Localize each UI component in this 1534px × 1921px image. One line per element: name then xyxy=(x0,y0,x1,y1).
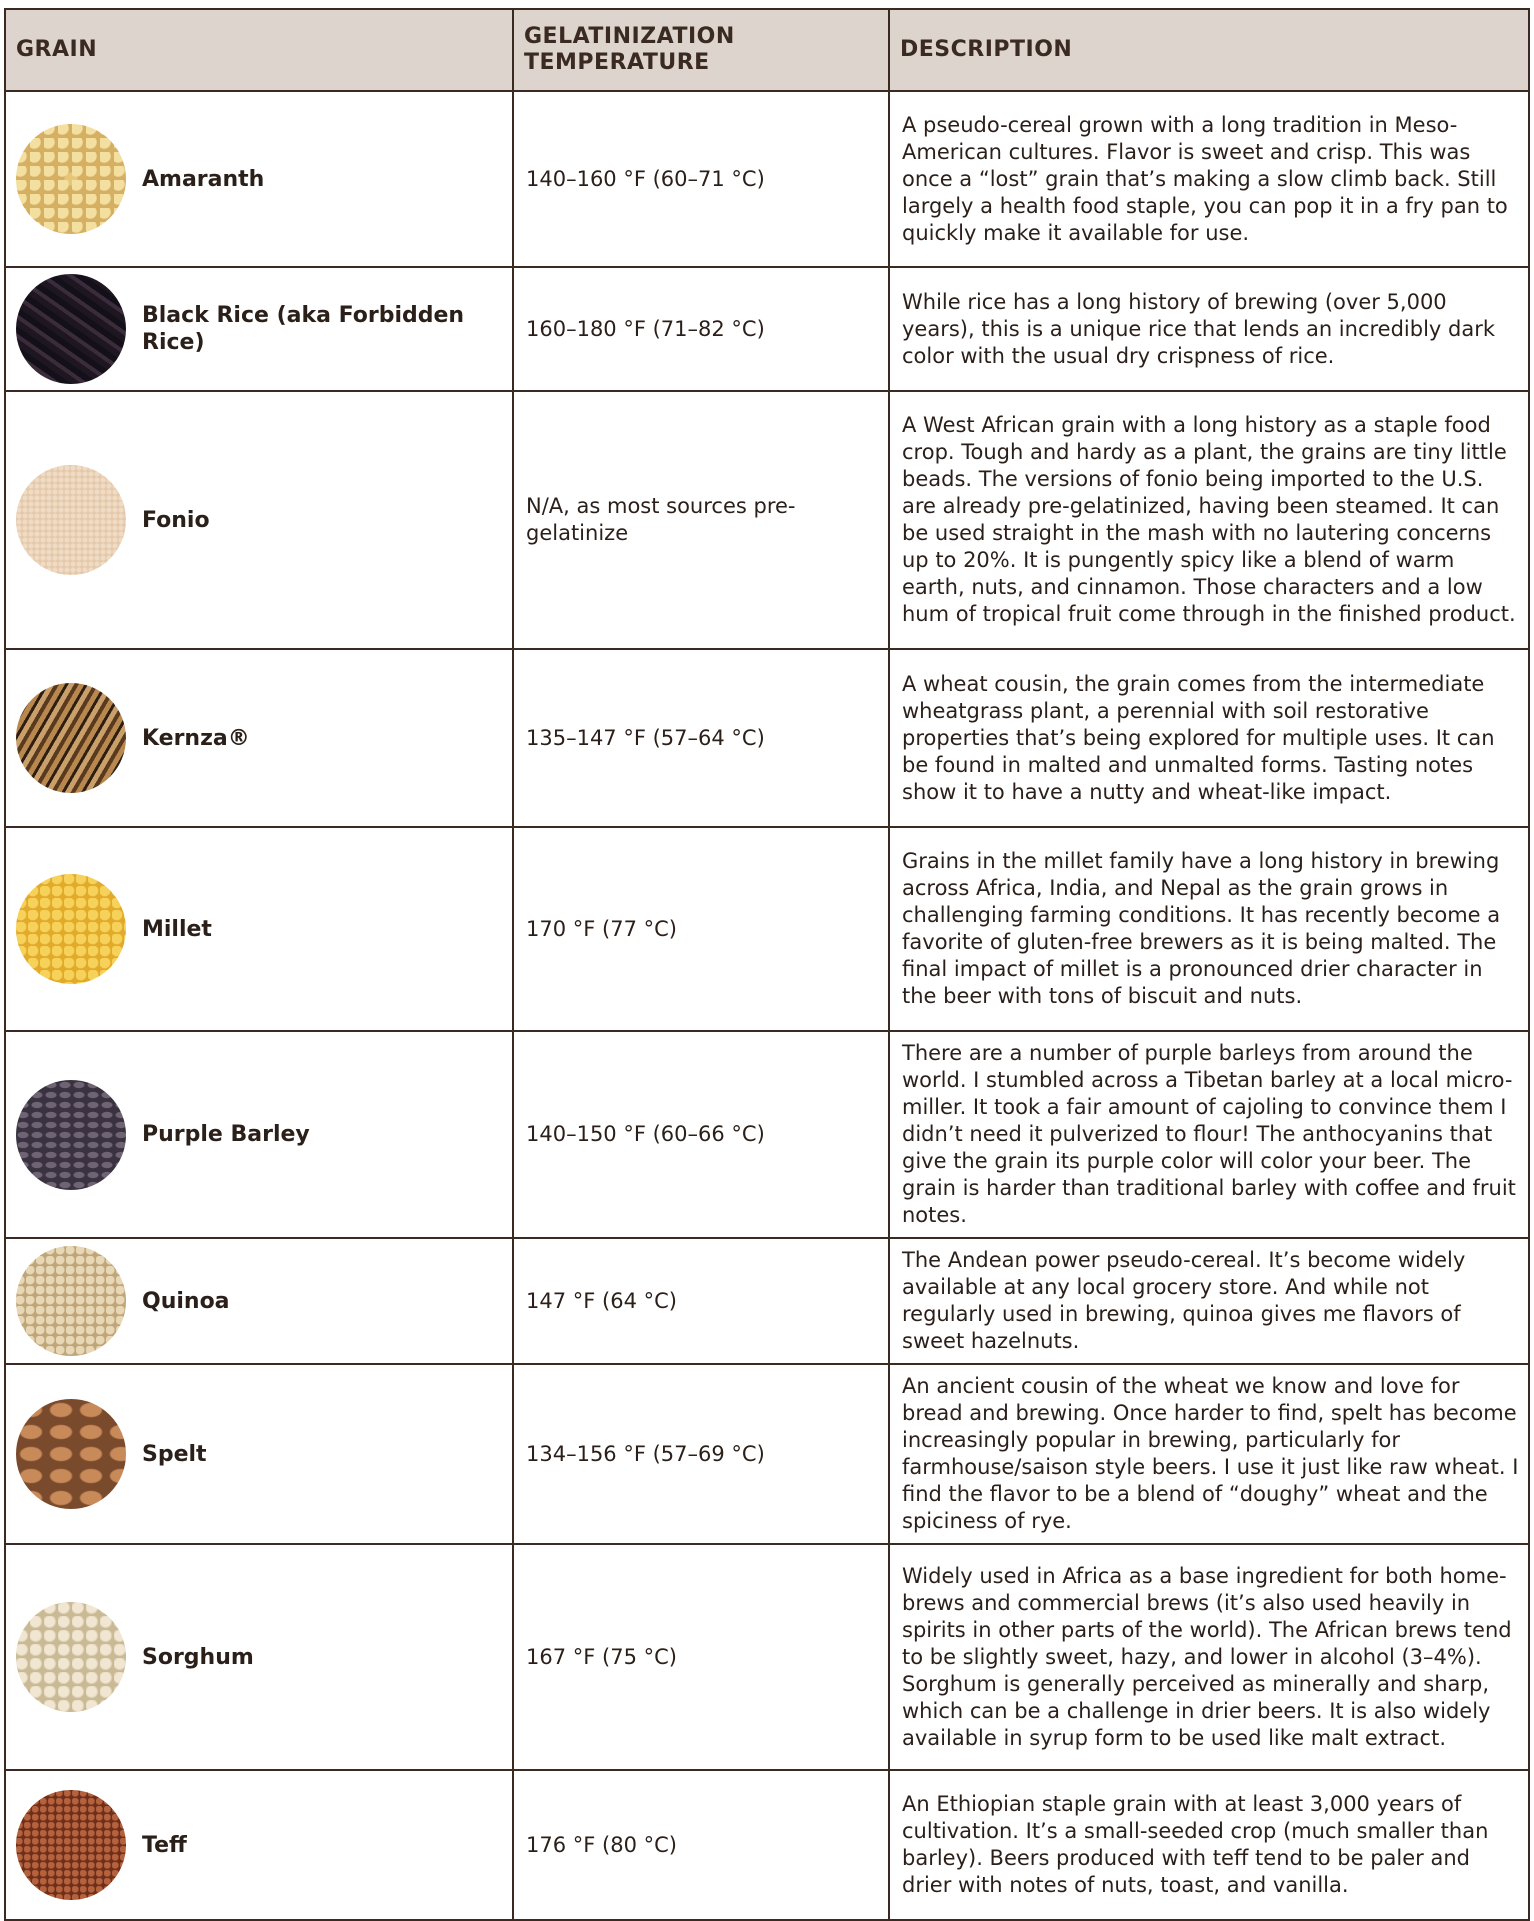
header-temperature xyxy=(513,9,889,91)
grain-name: Kernza® xyxy=(142,725,250,751)
grain-cell xyxy=(5,1544,513,1770)
grain-cell-inner xyxy=(16,683,504,793)
grain-name: Spelt xyxy=(142,1441,207,1467)
header-grain: GRAIN xyxy=(5,9,513,91)
grain-cell-inner xyxy=(16,465,504,575)
description-cell: There are a number of purple barleys from around the world. I stumbled across a Tibetan barley at a local micro-miller. It took a fair amount of cajoling to convince them I didn’t need it pulverized to flour! The anthocyanins that give the grain its purple color will color your beer. The grain is harder than traditional barley with coffee and fruit notes. xyxy=(889,1031,1529,1238)
grain-name: Quinoa xyxy=(142,1288,230,1314)
grain-cell xyxy=(5,1031,513,1238)
grain-name: Teff xyxy=(142,1832,187,1858)
description-cell: While rice has a long history of brewing (over 5,000 years), this is a unique rice that lends an incredibly dark color with the usual dry crispness of rice. xyxy=(889,267,1529,391)
temperature-cell: 135–147 °F (57–64 °C) xyxy=(513,649,889,827)
description-cell: A wheat cousin, the grain comes from the intermediate wheatgrass plant, a perennial with soil restorative properties that’s being explored for multiple uses. It can be found in malted and unmalted forms. Tasting notes show it to have a nutty and wheat-like impact. xyxy=(889,649,1529,827)
grain-name: Sorghum xyxy=(142,1644,254,1670)
header-row xyxy=(5,9,1529,91)
grain-cell xyxy=(5,1238,513,1364)
grain-cell xyxy=(5,91,513,267)
temperature-cell: 170 °F (77 °C) xyxy=(513,827,889,1031)
grain-cell-inner xyxy=(16,1399,504,1509)
spelt-grain-image xyxy=(16,1399,126,1509)
temperature-cell: 147 °F (64 °C) xyxy=(513,1238,889,1364)
grain-cell-inner xyxy=(16,874,504,984)
kernza-grain-image xyxy=(16,683,126,793)
description-cell: An ancient cousin of the wheat we know and love for bread and brewing. Once harder to find, spelt has become increasingly popular in brewing, particularly for farmhouse/saison style beers. I use it just like raw wheat. I find the flavor to be a blend of “doughy” wheat and the spiciness of rye. xyxy=(889,1364,1529,1544)
table-row xyxy=(5,267,1529,391)
grain-cell xyxy=(5,391,513,649)
grain-cell-inner xyxy=(16,1602,504,1712)
header-temperature-line2: TEMPERATURE xyxy=(524,50,710,75)
grain-table-container xyxy=(4,8,1528,1921)
grain-cell-inner xyxy=(16,1790,504,1900)
table-row xyxy=(5,1364,1529,1544)
purple-barley-grain-image xyxy=(16,1080,126,1190)
grain-cell-inner xyxy=(16,1080,504,1190)
description-cell: A West African grain with a long history as a staple food crop. Tough and hardy as a plant, the grains are tiny little beads. The versions of fonio being imported to the U.S. are already pre-gelatinized, having been steamed. It can be used straight in the mash with no lautering concerns up to 20%. It is pungently spicy like a blend of warm earth, nuts, and cinnamon. Those characters and a low hum of tropical fruit come through in the finished product. xyxy=(889,391,1529,649)
sorghum-grain-image xyxy=(16,1602,126,1712)
grain-cell-inner xyxy=(16,124,504,234)
description-cell: A pseudo-cereal grown with a long tradition in Meso-American cultures. Flavor is sweet and crisp. This was once a “lost” grain that’s making a slow climb back. Still largely a health food staple, you can pop it in a fry pan to quickly make it available for use. xyxy=(889,91,1529,267)
teff-grain-image xyxy=(16,1790,126,1900)
quinoa-grain-image xyxy=(16,1246,126,1356)
grain-cell-inner xyxy=(16,1246,504,1356)
grain-cell xyxy=(5,827,513,1031)
temperature-cell: 140–160 °F (60–71 °C) xyxy=(513,91,889,267)
temperature-cell: 160–180 °F (71–82 °C) xyxy=(513,267,889,391)
description-cell: The Andean power pseudo-cereal. It’s become widely available at any local grocery store. And while not regularly used in brewing, quinoa gives me flavors of sweet hazelnuts. xyxy=(889,1238,1529,1364)
millet-grain-image xyxy=(16,874,126,984)
grain-name: Millet xyxy=(142,916,212,942)
table-row xyxy=(5,391,1529,649)
temperature-cell: N/A, as most sources pre-gelatinize xyxy=(513,391,889,649)
header-temperature-line1: GELATINIZATION xyxy=(524,24,735,49)
table-row xyxy=(5,1238,1529,1364)
header-description: DESCRIPTION xyxy=(889,9,1529,91)
table-row xyxy=(5,91,1529,267)
grain-name: Purple Barley xyxy=(142,1122,310,1147)
table-row xyxy=(5,1031,1529,1238)
grain-cell xyxy=(5,649,513,827)
grain-table xyxy=(4,8,1530,1921)
grain-cell-inner xyxy=(16,274,504,384)
amaranth-grain-image xyxy=(16,124,126,234)
description-cell: Grains in the millet family have a long history in brewing across Africa, India, and Nepal as the grain grows in challenging farming conditions. It has recently become a favorite of gluten-free brewers as it is being malted. The final impact of millet is a pronounced drier character in the beer with tons of biscuit and nuts. xyxy=(889,827,1529,1031)
grain-cell xyxy=(5,1770,513,1920)
grain-cell xyxy=(5,267,513,391)
description-cell: An Ethiopian staple grain with at least 3,000 years of cultivation. It’s a small-seeded crop (much smaller than barley). Beers produced with teff tend to be paler and drier with notes of nuts, toast, and vanilla. xyxy=(889,1770,1529,1920)
table-row xyxy=(5,827,1529,1031)
temperature-cell: 167 °F (75 °C) xyxy=(513,1544,889,1770)
grain-cell xyxy=(5,1364,513,1544)
table-header xyxy=(5,9,1529,91)
temperature-cell: 140–150 °F (60–66 °C) xyxy=(513,1031,889,1238)
black-rice-grain-image xyxy=(16,274,126,384)
temperature-cell: 176 °F (80 °C) xyxy=(513,1770,889,1920)
temperature-cell: 134–156 °F (57–69 °C) xyxy=(513,1364,889,1544)
table-row xyxy=(5,1544,1529,1770)
table-body xyxy=(5,91,1529,1920)
grain-name: Amaranth xyxy=(142,166,265,192)
grain-name: Black Rice (aka Forbidden Rice) xyxy=(142,303,465,355)
fonio-grain-image xyxy=(16,465,126,575)
description-cell: Widely used in Africa as a base ingredient for both home-brews and commercial brews (it’s also used heavily in spirits in other parts of the world). The African brews tend to be slightly sweet, hazy, and lower in alcohol (3–4%). Sorghum is generally perceived as minerally and sharp, which can be a challenge in drier beers. It is also widely available in syrup form to be used like malt extract. xyxy=(889,1544,1529,1770)
table-row xyxy=(5,1770,1529,1920)
table-row xyxy=(5,649,1529,827)
grain-name: Fonio xyxy=(142,507,210,533)
